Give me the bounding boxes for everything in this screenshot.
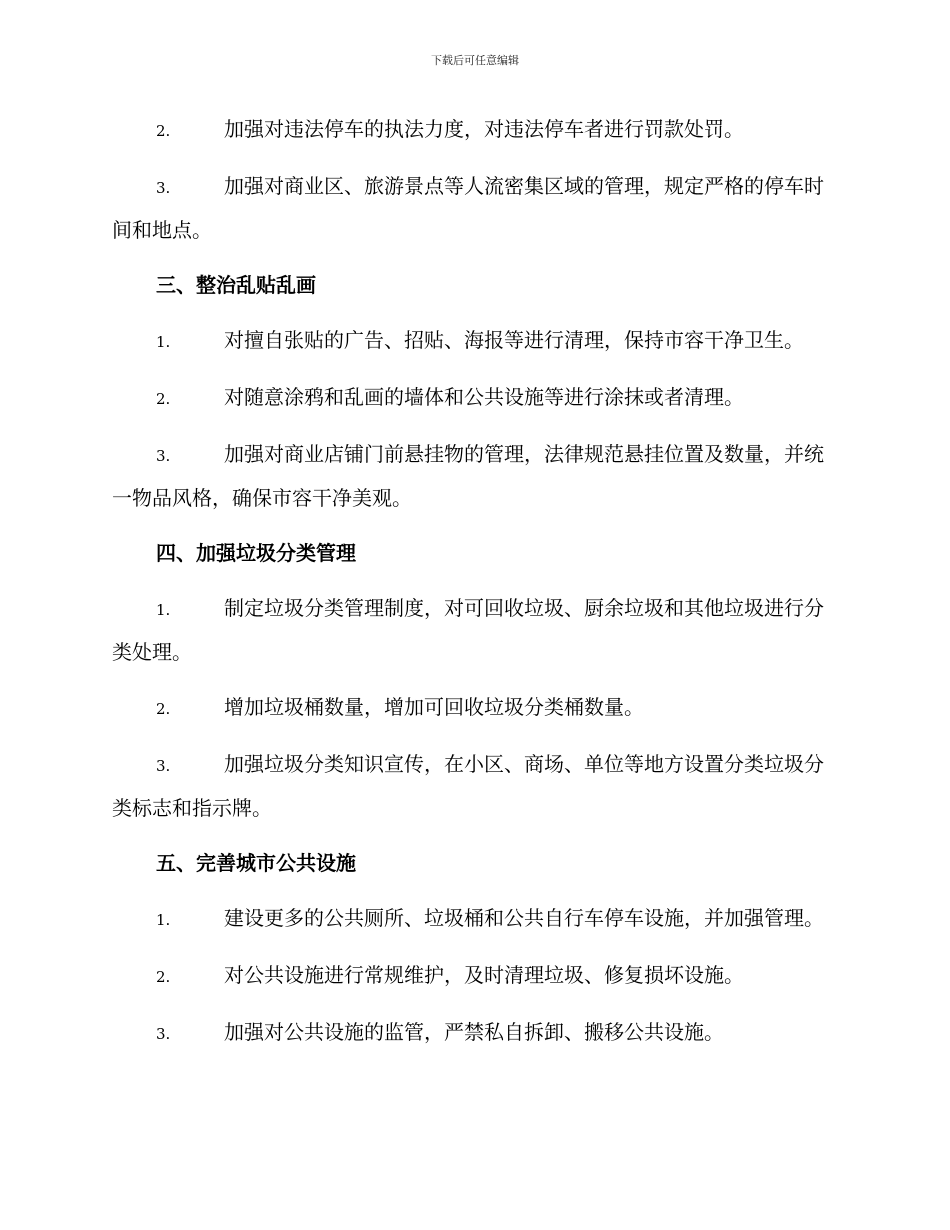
section-heading: 五、完善城市公共设施 <box>156 851 356 875</box>
item-number: 2. <box>156 122 171 140</box>
list-item <box>112 897 836 941</box>
list-item <box>112 433 836 519</box>
item-text: 加强垃圾分类知识宣传，在小区、商场、单位等地方设置分类垃圾分类标志和指示牌。 <box>112 752 824 820</box>
list-item <box>112 1011 836 1055</box>
section-heading: 三、整治乱贴乱画 <box>156 273 316 297</box>
item-number: 2. <box>156 968 171 986</box>
list-item <box>112 686 836 730</box>
item-text: 加强对商业店铺门前悬挂物的管理，法律规范悬挂位置及数量，并统一物品风格，确保市容干净美观。 <box>112 442 824 510</box>
item-text: 对公共设施进行常规维护，及时清理垃圾、修复损坏设施。 <box>224 963 744 987</box>
item-text: 建设更多的公共厕所、垃圾桶和公共自行车停车设施，并加强管理。 <box>224 906 824 930</box>
item-text: 制定垃圾分类管理制度，对可回收垃圾、厨余垃圾和其他垃圾进行分类处理。 <box>112 596 824 664</box>
item-number: 2. <box>156 390 171 408</box>
item-text: 对擅自张贴的广告、招贴、海报等进行清理，保持市容干净卫生。 <box>224 328 804 352</box>
item-number: 2. <box>156 700 171 718</box>
item-number: 1. <box>156 333 171 351</box>
item-number: 1. <box>156 911 171 929</box>
section-heading: 四、加强垃圾分类管理 <box>156 541 356 565</box>
page-header: 下载后可任意编辑 <box>431 54 519 67</box>
list-item <box>112 376 836 420</box>
list-item <box>112 108 836 152</box>
item-number: 3. <box>156 1025 171 1043</box>
item-text: 加强对商业区、旅游景点等人流密集区域的管理，规定严格的停车时间和地点。 <box>112 174 824 242</box>
list-item <box>112 954 836 998</box>
item-number: 3. <box>156 179 171 197</box>
item-number: 1. <box>156 601 171 619</box>
item-text: 加强对违法停车的执法力度，对违法停车者进行罚款处罚。 <box>224 117 744 141</box>
list-item <box>112 743 836 829</box>
item-number: 3. <box>156 757 171 775</box>
list-item <box>112 165 836 251</box>
document-body <box>112 108 836 1068</box>
item-number: 3. <box>156 447 171 465</box>
list-item <box>112 319 836 363</box>
item-text: 增加垃圾桶数量，增加可回收垃圾分类桶数量。 <box>224 695 644 719</box>
item-text: 加强对公共设施的监管，严禁私自拆卸、搬移公共设施。 <box>224 1020 724 1044</box>
item-text: 对随意涂鸦和乱画的墙体和公共设施等进行涂抹或者清理。 <box>224 385 744 409</box>
list-item <box>112 587 836 673</box>
